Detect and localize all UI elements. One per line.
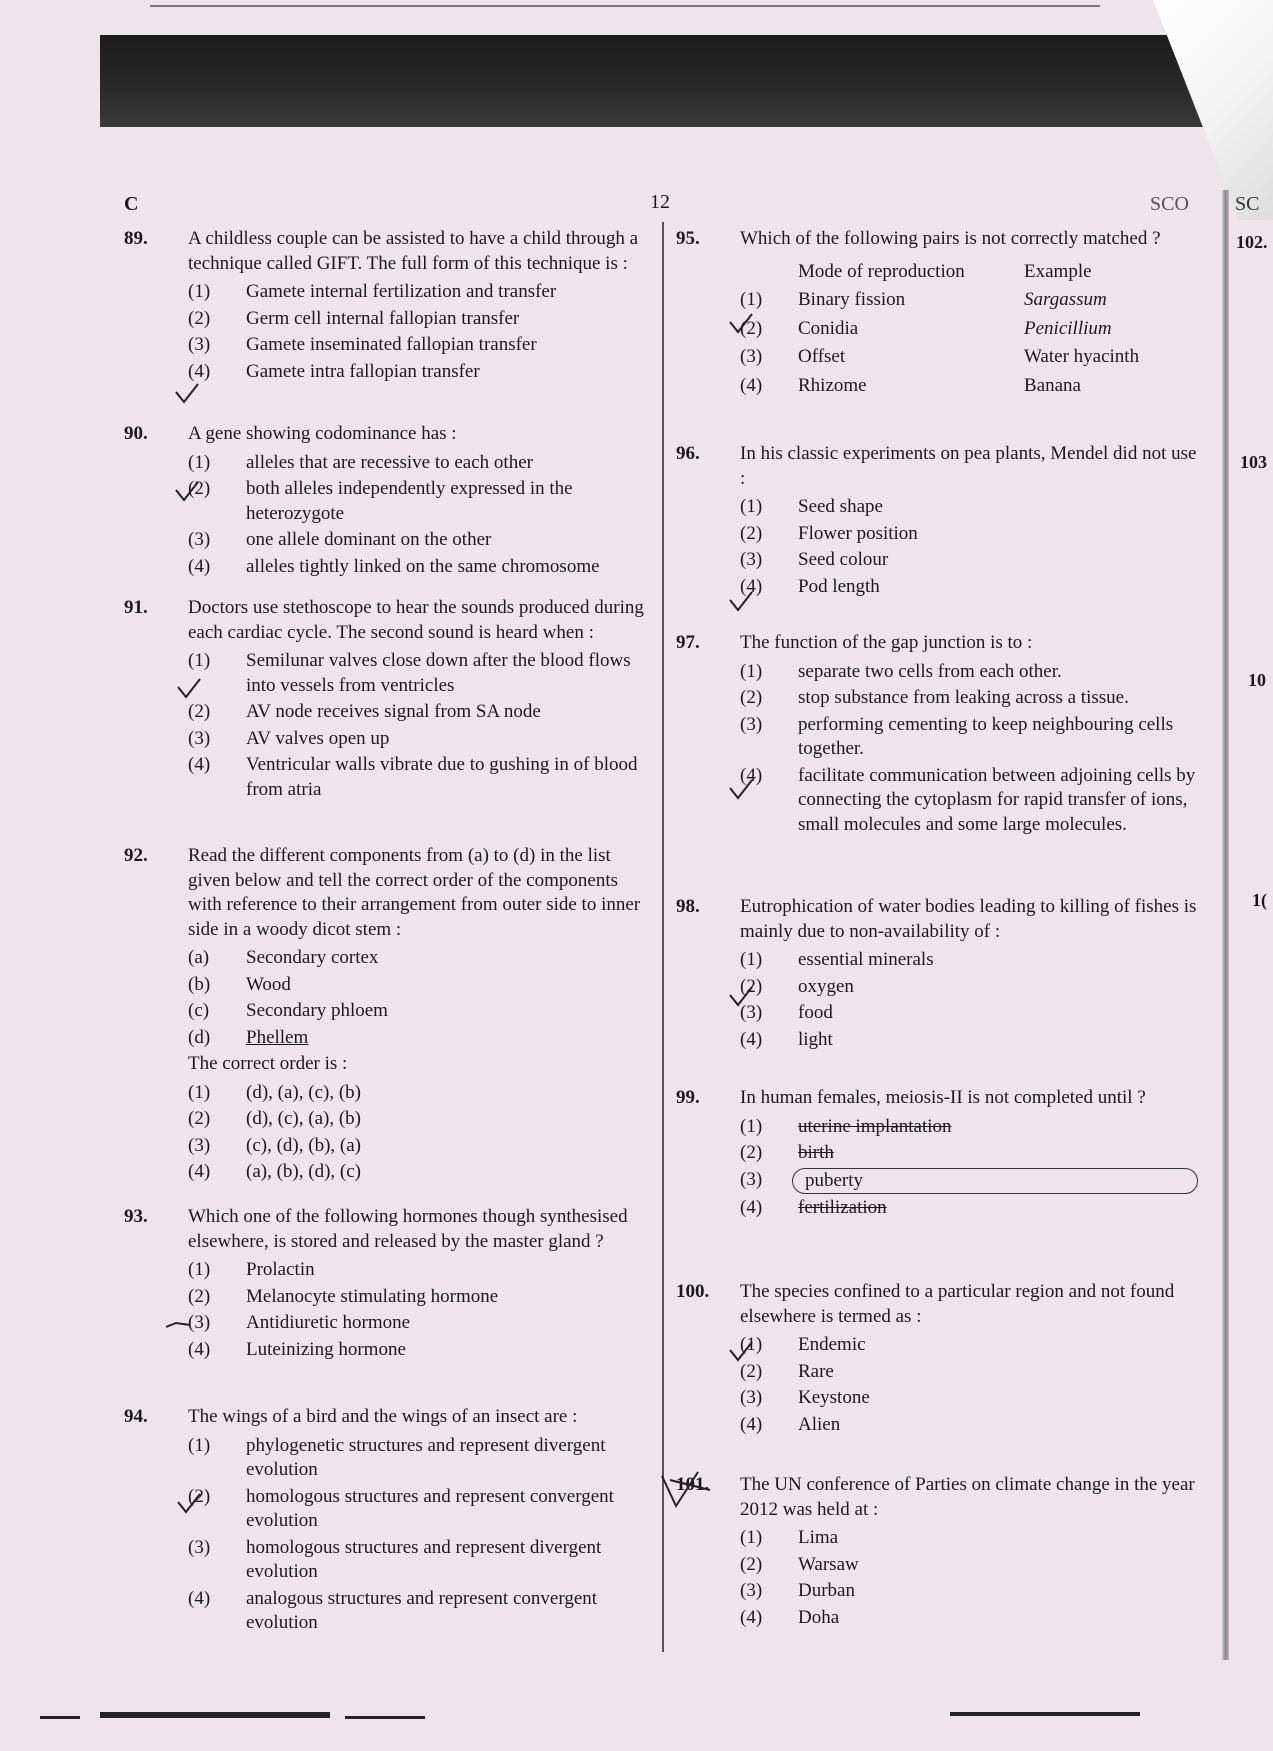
question-number: 95. [676, 228, 700, 249]
option-number: (1) [188, 650, 211, 671]
tick-mark-icon [178, 679, 200, 697]
option-number: (3) [740, 549, 763, 570]
option-text: Antidiuretic hormone [246, 1312, 411, 1333]
question-number: 97. [676, 632, 700, 653]
question-text: Doctors use stethoscope to hear the sounds produced during each cardiac cycle. The second sound is heard when : [188, 597, 644, 643]
option-number: (3) [740, 1002, 763, 1023]
tick-mark-icon [178, 1494, 200, 1512]
option-text: Seed shape [798, 496, 883, 517]
tick-mark-icon [730, 592, 752, 610]
option-number: (1) [740, 289, 763, 310]
option-number: (1) [188, 451, 211, 473]
set-code-left: C [124, 193, 139, 215]
option-number: (2) [188, 1108, 211, 1129]
option-text: Seed colour [798, 549, 889, 570]
option-text: one allele dominant on the other [246, 529, 492, 550]
option-number: (4) [188, 754, 211, 775]
option-number: (4) [740, 1413, 763, 1435]
page-number: 12 [650, 191, 670, 213]
option-text: food [798, 1002, 833, 1023]
example-cell: Sargassum [1024, 289, 1107, 310]
option-text: (d), (a), (c), (b) [246, 1081, 361, 1103]
option-text: Keystone [798, 1387, 870, 1408]
option-number: (2) [740, 975, 763, 997]
question-text: A gene showing codominance has : [188, 423, 457, 444]
option-number: (1) [740, 1334, 763, 1355]
option-text: oxygen [798, 975, 854, 997]
example-cell: Banana [1024, 374, 1081, 396]
question-text: The wings of a bird and the wings of an insect are : [188, 1406, 578, 1427]
set-code-right: SCO [1150, 193, 1189, 215]
option-number: (3) [740, 1168, 763, 1190]
mode-cell: Rhizome [798, 374, 867, 396]
tick-mark-icon [730, 780, 752, 798]
tick-mark-icon [730, 1342, 752, 1360]
option-number: (1) [740, 949, 763, 970]
option-number: (1) [740, 660, 763, 682]
option-number: (4) [188, 1161, 211, 1182]
question-text: The UN conference of Parties on climate change in the year 2012 was held at : [740, 1474, 1195, 1520]
scan-artifact [100, 1712, 330, 1718]
edge-question-number: 103 [1240, 452, 1267, 472]
option-number: (2) [740, 1360, 763, 1382]
example-cell: Water hyacinth [1024, 346, 1140, 367]
edge-set-code: SC [1235, 193, 1260, 215]
question-number: 93. [124, 1206, 148, 1227]
option-number: (2) [740, 687, 763, 708]
scan-artifact [40, 1716, 80, 1719]
option-text: Gamete inseminated fallopian transfer [246, 334, 537, 355]
option-text: Endemic [798, 1334, 866, 1355]
option-text: AV node receives signal from SA node [246, 701, 541, 722]
option-text: (a), (b), (d), (c) [246, 1161, 361, 1182]
question-text: A childless couple can be assisted to have a child through a technique called GIFT. The full form of this technique is : [188, 228, 639, 274]
tick-mark-icon [166, 1323, 190, 1327]
option-text: Durban [798, 1580, 855, 1601]
option-number: (1) [188, 1081, 211, 1103]
item-text: Phellem [246, 1026, 309, 1048]
option-text: homologous structures and represent divergent evolution [246, 1536, 602, 1582]
option-number: (2) [740, 317, 763, 339]
option-number: (3) [188, 1134, 211, 1156]
option-text: (d), (c), (a), (b) [246, 1108, 361, 1129]
option-number: (3) [188, 1312, 211, 1333]
option-number: (2) [188, 478, 211, 499]
item-label: (d) [188, 1026, 211, 1048]
option-text: light [798, 1028, 833, 1050]
option-text: fertilization [798, 1197, 887, 1218]
example-cell: Penicillium [1024, 317, 1112, 339]
tick-mark-icon [730, 314, 752, 332]
option-text: analogous structures and represent convergent evolution [246, 1587, 598, 1633]
question-number: 90. [124, 423, 148, 444]
option-text: Alien [798, 1413, 841, 1435]
question-text: In human females, meiosis-II is not completed until ? [740, 1087, 1146, 1108]
tick-mark-icon [730, 987, 752, 1005]
option-text: birth [798, 1142, 834, 1163]
option-text: separate two cells from each other. [798, 660, 1062, 682]
edge-question-number: 10 [1248, 670, 1266, 690]
question-number: 99. [676, 1087, 700, 1108]
option-text: phylogenetic structures and represent divergent evolution [246, 1434, 606, 1480]
scan-artifact [345, 1716, 425, 1719]
option-number: (4) [740, 575, 763, 597]
option-number: (4) [740, 1606, 763, 1628]
option-number: (1) [740, 1527, 763, 1548]
question-number: 96. [676, 443, 700, 464]
option-text: Luteinizing hormone [246, 1338, 406, 1360]
option-text: uterine implantation [798, 1115, 952, 1137]
option-number: (3) [740, 346, 763, 367]
mode-cell: Conidia [798, 317, 859, 339]
option-number: (1) [740, 1115, 763, 1137]
option-text: Rare [798, 1360, 834, 1382]
option-text: (c), (d), (b), (a) [246, 1134, 361, 1156]
option-number: (3) [740, 1387, 763, 1408]
option-number: (4) [188, 1338, 211, 1360]
item-text: Secondary cortex [246, 947, 379, 968]
option-number: (1) [740, 496, 763, 517]
option-number: (4) [188, 1587, 211, 1609]
option-text: Doha [798, 1606, 840, 1628]
option-number: (1) [188, 281, 211, 302]
option-text: Warsaw [798, 1553, 859, 1575]
question-text: Which one of the following hormones though synthesised elsewhere, is stored and released by the master gland ? [188, 1206, 628, 1252]
tick-mark-icon [176, 482, 198, 500]
option-text: performing cementing to keep neighbouring cells together. [798, 713, 1174, 759]
option-number: (3) [188, 529, 211, 550]
option-number: (4) [188, 360, 211, 382]
option-number: (2) [188, 1285, 211, 1307]
option-text: Flower position [798, 522, 918, 544]
option-text: homologous structures and represent convergent evolution [246, 1485, 614, 1531]
option-number: (4) [740, 374, 763, 396]
option-text: alleles tightly linked on the same chromosome [246, 555, 600, 577]
option-text: Gamete internal fertilization and transfer [246, 281, 557, 302]
option-number: (3) [188, 727, 211, 749]
question-text: The species confined to a particular region and not found elsewhere is termed as : [740, 1281, 1175, 1327]
option-text: Ventricular walls vibrate due to gushing in of blood from atria [246, 754, 638, 800]
item-text: Secondary phloem [246, 1000, 388, 1021]
item-label: (a) [188, 947, 210, 968]
mode-cell: Offset [798, 346, 846, 367]
edge-question-number: 1( [1252, 890, 1267, 910]
option-number: (2) [740, 522, 763, 544]
question-number: 101. [676, 1474, 710, 1495]
option-text: Gamete intra fallopian transfer [246, 360, 480, 382]
option-number: (2) [188, 701, 211, 722]
column-header: Example [1024, 260, 1092, 282]
question-text: Which of the following pairs is not correctly matched ? [740, 228, 1161, 249]
option-text: Melanocyte stimulating hormone [246, 1285, 499, 1307]
option-text: puberty [792, 1168, 1198, 1195]
option-text: Pod length [798, 575, 880, 597]
question-number: 91. [124, 597, 148, 618]
option-text: Lima [798, 1527, 839, 1548]
option-number: (2) [188, 1485, 211, 1507]
question-number: 98. [676, 896, 700, 917]
option-number: (4) [740, 1197, 763, 1218]
option-number: (3) [740, 713, 763, 735]
cross-mark-icon [662, 1472, 710, 1506]
option-number: (2) [188, 307, 211, 329]
question-text: Read the different components from (a) to (d) in the list given below and tell the correct order of the components with reference to their arrangement from outer side to inner side in a woody dicot stem : [188, 845, 641, 940]
question-number: 100. [676, 1281, 710, 1302]
item-label: (c) [188, 1000, 210, 1021]
option-number: (4) [740, 764, 763, 786]
option-number: (1) [188, 1434, 211, 1456]
subprompt: The correct order is : [188, 1053, 348, 1074]
option-number: (1) [188, 1259, 211, 1280]
question-number: 89. [124, 228, 148, 249]
option-number: (4) [188, 555, 211, 577]
scan-artifact [950, 1712, 1140, 1716]
tick-mark-icon [176, 384, 198, 402]
option-text: Semilunar valves close down after the blood flows into vessels from ventricles [246, 650, 631, 696]
edge-question-number: 102. [1236, 232, 1268, 252]
question-number: 94. [124, 1406, 148, 1427]
question-number: 92. [124, 845, 148, 866]
column-header: Mode of reproduction [798, 260, 965, 282]
question-text: In his classic experiments on pea plants, Mendel did not use : [740, 443, 1197, 489]
option-text: essential minerals [798, 949, 934, 970]
question-text: Eutrophication of water bodies leading to killing of fishes is mainly due to non-availability of : [740, 896, 1197, 942]
option-text: facilitate communication between adjoining cells by connecting the cytoplasm for rapid transfer of ions, small molecules and some large molecules. [798, 764, 1196, 835]
option-text: Germ cell internal fallopian transfer [246, 307, 520, 329]
option-text: Prolactin [246, 1259, 315, 1280]
option-number: (3) [188, 334, 211, 355]
option-number: (2) [740, 1553, 763, 1575]
option-text: stop substance from leaking across a tissue. [798, 687, 1129, 708]
question-text: The function of the gap junction is to : [740, 632, 1033, 653]
item-label: (b) [188, 973, 211, 995]
option-number: (3) [188, 1536, 211, 1558]
item-text: Wood [246, 973, 291, 995]
option-text: both alleles independently expressed in the heterozygote [246, 478, 573, 524]
option-number: (4) [740, 1028, 763, 1050]
option-text: alleles that are recessive to each other [246, 451, 533, 473]
option-text: AV valves open up [246, 727, 390, 749]
option-number: (3) [740, 1580, 763, 1601]
mode-cell: Binary fission [798, 289, 906, 310]
option-number: (2) [740, 1142, 763, 1163]
